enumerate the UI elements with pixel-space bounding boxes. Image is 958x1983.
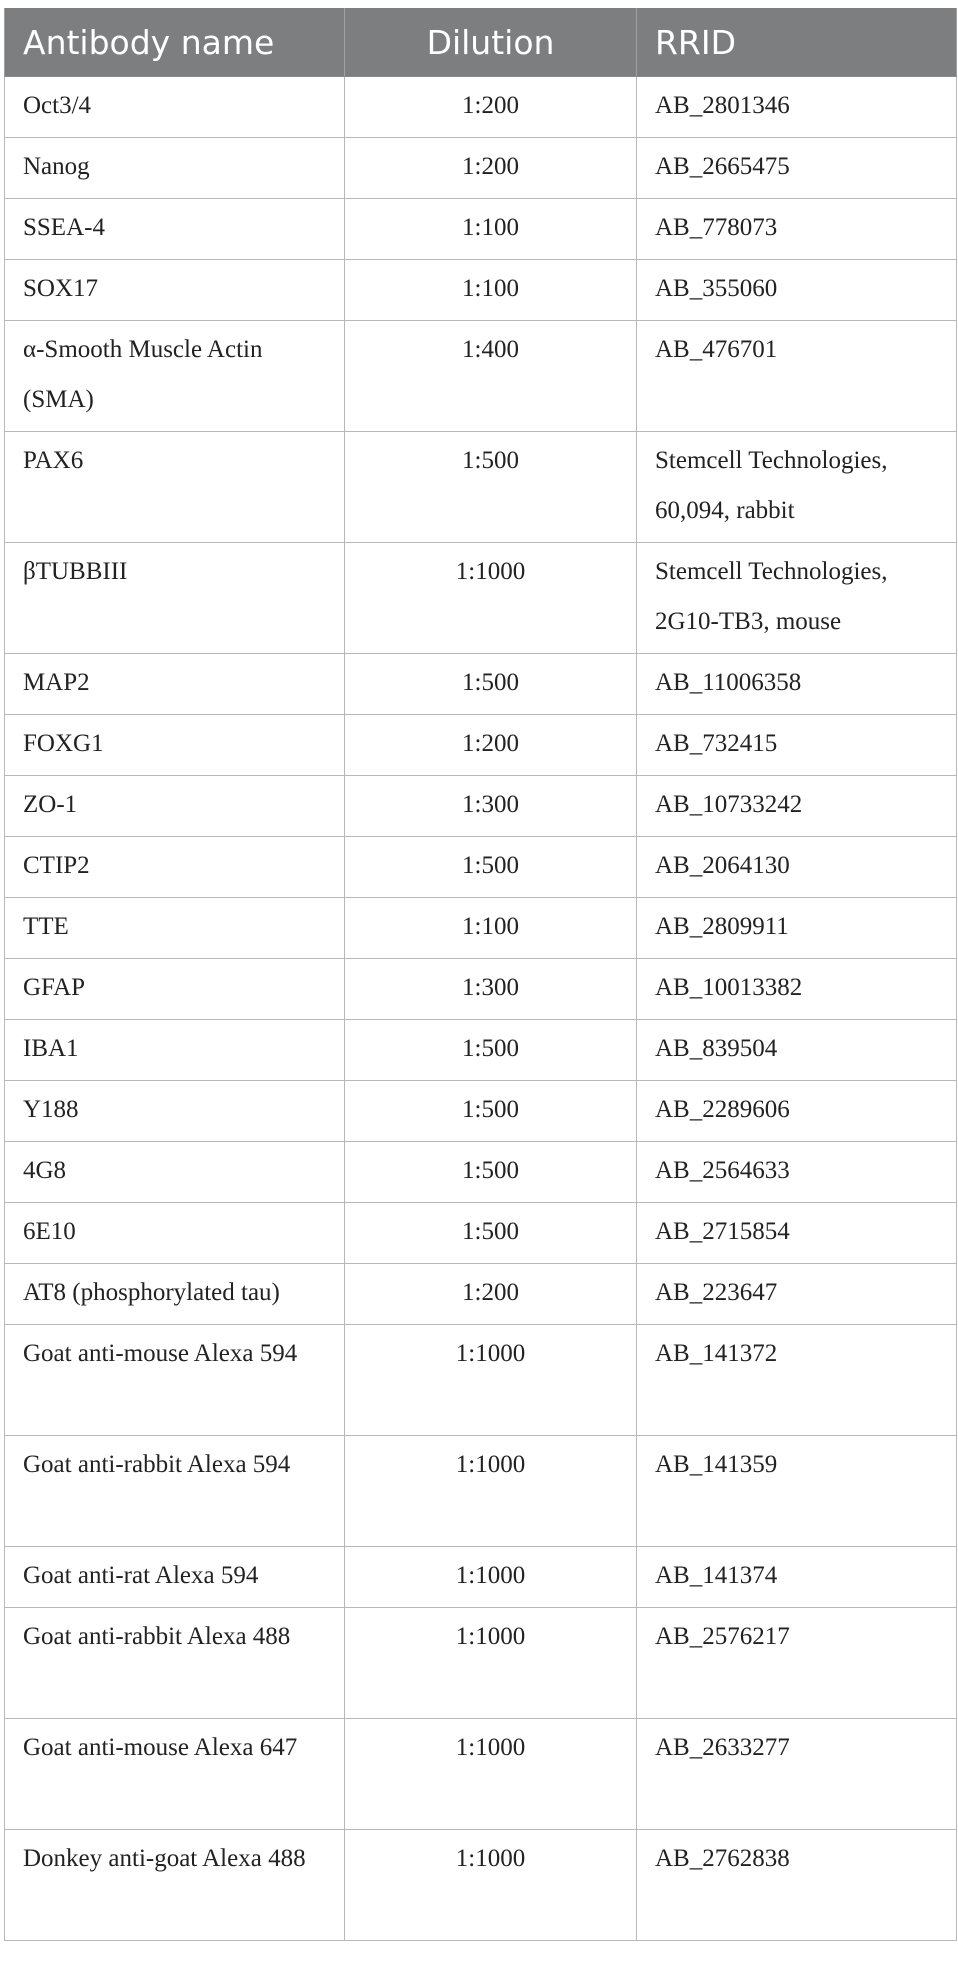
rrid-cell: AB_223647 xyxy=(637,1264,957,1325)
rrid-cell: AB_11006358 xyxy=(637,654,957,715)
dilution-cell: 1:1000 xyxy=(345,1719,637,1830)
antibody-name-cell: FOXG1 xyxy=(5,715,345,776)
antibody-name-cell: α-Smooth Muscle Actin (SMA) xyxy=(5,321,345,432)
table-row xyxy=(5,432,957,543)
antibody-name-cell: ZO-1 xyxy=(5,776,345,837)
table-row xyxy=(5,715,957,776)
antibody-name-cell: SOX17 xyxy=(5,260,345,321)
header-antibody-name: Antibody name xyxy=(5,8,345,77)
table-row xyxy=(5,199,957,260)
dilution-cell: 1:100 xyxy=(345,260,637,321)
dilution-cell: 1:500 xyxy=(345,1020,637,1081)
dilution-cell: 1:500 xyxy=(345,432,637,543)
table-row xyxy=(5,1436,957,1547)
antibody-name-cell: GFAP xyxy=(5,959,345,1020)
antibody-name-cell: IBA1 xyxy=(5,1020,345,1081)
rrid-cell: AB_476701 xyxy=(637,321,957,432)
dilution-cell: 1:1000 xyxy=(345,1830,637,1941)
antibody-name-cell: CTIP2 xyxy=(5,837,345,898)
dilution-cell: 1:1000 xyxy=(345,1547,637,1608)
antibody-table-container xyxy=(4,8,956,1941)
dilution-cell: 1:1000 xyxy=(345,1436,637,1547)
table-row xyxy=(5,1325,957,1436)
rrid-cell: AB_2801346 xyxy=(637,77,957,138)
table-header-row xyxy=(5,8,957,77)
dilution-cell: 1:200 xyxy=(345,1264,637,1325)
table-body xyxy=(5,77,957,1941)
rrid-cell: AB_2564633 xyxy=(637,1142,957,1203)
table-row xyxy=(5,138,957,199)
table-row xyxy=(5,1020,957,1081)
dilution-cell: 1:300 xyxy=(345,776,637,837)
dilution-cell: 1:400 xyxy=(345,321,637,432)
table-row xyxy=(5,654,957,715)
antibody-name-cell: Goat anti-rabbit Alexa 488 xyxy=(5,1608,345,1719)
rrid-cell: AB_141359 xyxy=(637,1436,957,1547)
dilution-cell: 1:200 xyxy=(345,715,637,776)
table-row xyxy=(5,898,957,959)
rrid-cell: AB_2762838 xyxy=(637,1830,957,1941)
antibody-name-cell: Y188 xyxy=(5,1081,345,1142)
rrid-cell: Stemcell Technologies, 2G10-TB3, mouse xyxy=(637,543,957,654)
antibody-name-cell: 6E10 xyxy=(5,1203,345,1264)
dilution-cell: 1:500 xyxy=(345,1081,637,1142)
table-row xyxy=(5,260,957,321)
rrid-cell: AB_355060 xyxy=(637,260,957,321)
rrid-cell: AB_2809911 xyxy=(637,898,957,959)
antibody-name-cell: βTUBBIII xyxy=(5,543,345,654)
dilution-cell: 1:100 xyxy=(345,199,637,260)
antibody-name-cell: MAP2 xyxy=(5,654,345,715)
antibody-name-cell: Goat anti-rabbit Alexa 594 xyxy=(5,1436,345,1547)
dilution-cell: 1:500 xyxy=(345,837,637,898)
dilution-cell: 1:300 xyxy=(345,959,637,1020)
table-row xyxy=(5,1203,957,1264)
dilution-cell: 1:1000 xyxy=(345,1325,637,1436)
antibody-name-cell: Goat anti-rat Alexa 594 xyxy=(5,1547,345,1608)
table-row xyxy=(5,1264,957,1325)
antibody-name-cell: Nanog xyxy=(5,138,345,199)
table-row xyxy=(5,1830,957,1941)
rrid-cell: AB_2289606 xyxy=(637,1081,957,1142)
table-row xyxy=(5,321,957,432)
rrid-cell: AB_2715854 xyxy=(637,1203,957,1264)
dilution-cell: 1:1000 xyxy=(345,1608,637,1719)
dilution-cell: 1:1000 xyxy=(345,543,637,654)
table-row xyxy=(5,1081,957,1142)
rrid-cell: AB_2064130 xyxy=(637,837,957,898)
table-row xyxy=(5,1719,957,1830)
rrid-cell: AB_2633277 xyxy=(637,1719,957,1830)
table-row xyxy=(5,959,957,1020)
antibody-name-cell: Donkey anti-goat Alexa 488 xyxy=(5,1830,345,1941)
antibody-table xyxy=(4,8,957,1941)
table-row xyxy=(5,837,957,898)
dilution-cell: 1:100 xyxy=(345,898,637,959)
table-row xyxy=(5,1547,957,1608)
table-row xyxy=(5,776,957,837)
dilution-cell: 1:500 xyxy=(345,1203,637,1264)
rrid-cell: Stemcell Technologies, 60,094, rabbit xyxy=(637,432,957,543)
table-row xyxy=(5,77,957,138)
rrid-cell: AB_10013382 xyxy=(637,959,957,1020)
table-row xyxy=(5,1608,957,1719)
rrid-cell: AB_2665475 xyxy=(637,138,957,199)
rrid-cell: AB_732415 xyxy=(637,715,957,776)
antibody-name-cell: Goat anti-mouse Alexa 647 xyxy=(5,1719,345,1830)
table-row xyxy=(5,543,957,654)
header-dilution: Dilution xyxy=(345,8,637,77)
dilution-cell: 1:200 xyxy=(345,77,637,138)
rrid-cell: AB_10733242 xyxy=(637,776,957,837)
rrid-cell: AB_2576217 xyxy=(637,1608,957,1719)
antibody-name-cell: PAX6 xyxy=(5,432,345,543)
rrid-cell: AB_141372 xyxy=(637,1325,957,1436)
rrid-cell: AB_839504 xyxy=(637,1020,957,1081)
antibody-name-cell: Goat anti-mouse Alexa 594 xyxy=(5,1325,345,1436)
antibody-name-cell: AT8 (phosphorylated tau) xyxy=(5,1264,345,1325)
dilution-cell: 1:500 xyxy=(345,1142,637,1203)
antibody-name-cell: 4G8 xyxy=(5,1142,345,1203)
dilution-cell: 1:200 xyxy=(345,138,637,199)
dilution-cell: 1:500 xyxy=(345,654,637,715)
antibody-name-cell: SSEA-4 xyxy=(5,199,345,260)
antibody-name-cell: TTE xyxy=(5,898,345,959)
rrid-cell: AB_778073 xyxy=(637,199,957,260)
antibody-name-cell: Oct3/4 xyxy=(5,77,345,138)
table-row xyxy=(5,1142,957,1203)
rrid-cell: AB_141374 xyxy=(637,1547,957,1608)
header-rrid: RRID xyxy=(637,8,957,77)
